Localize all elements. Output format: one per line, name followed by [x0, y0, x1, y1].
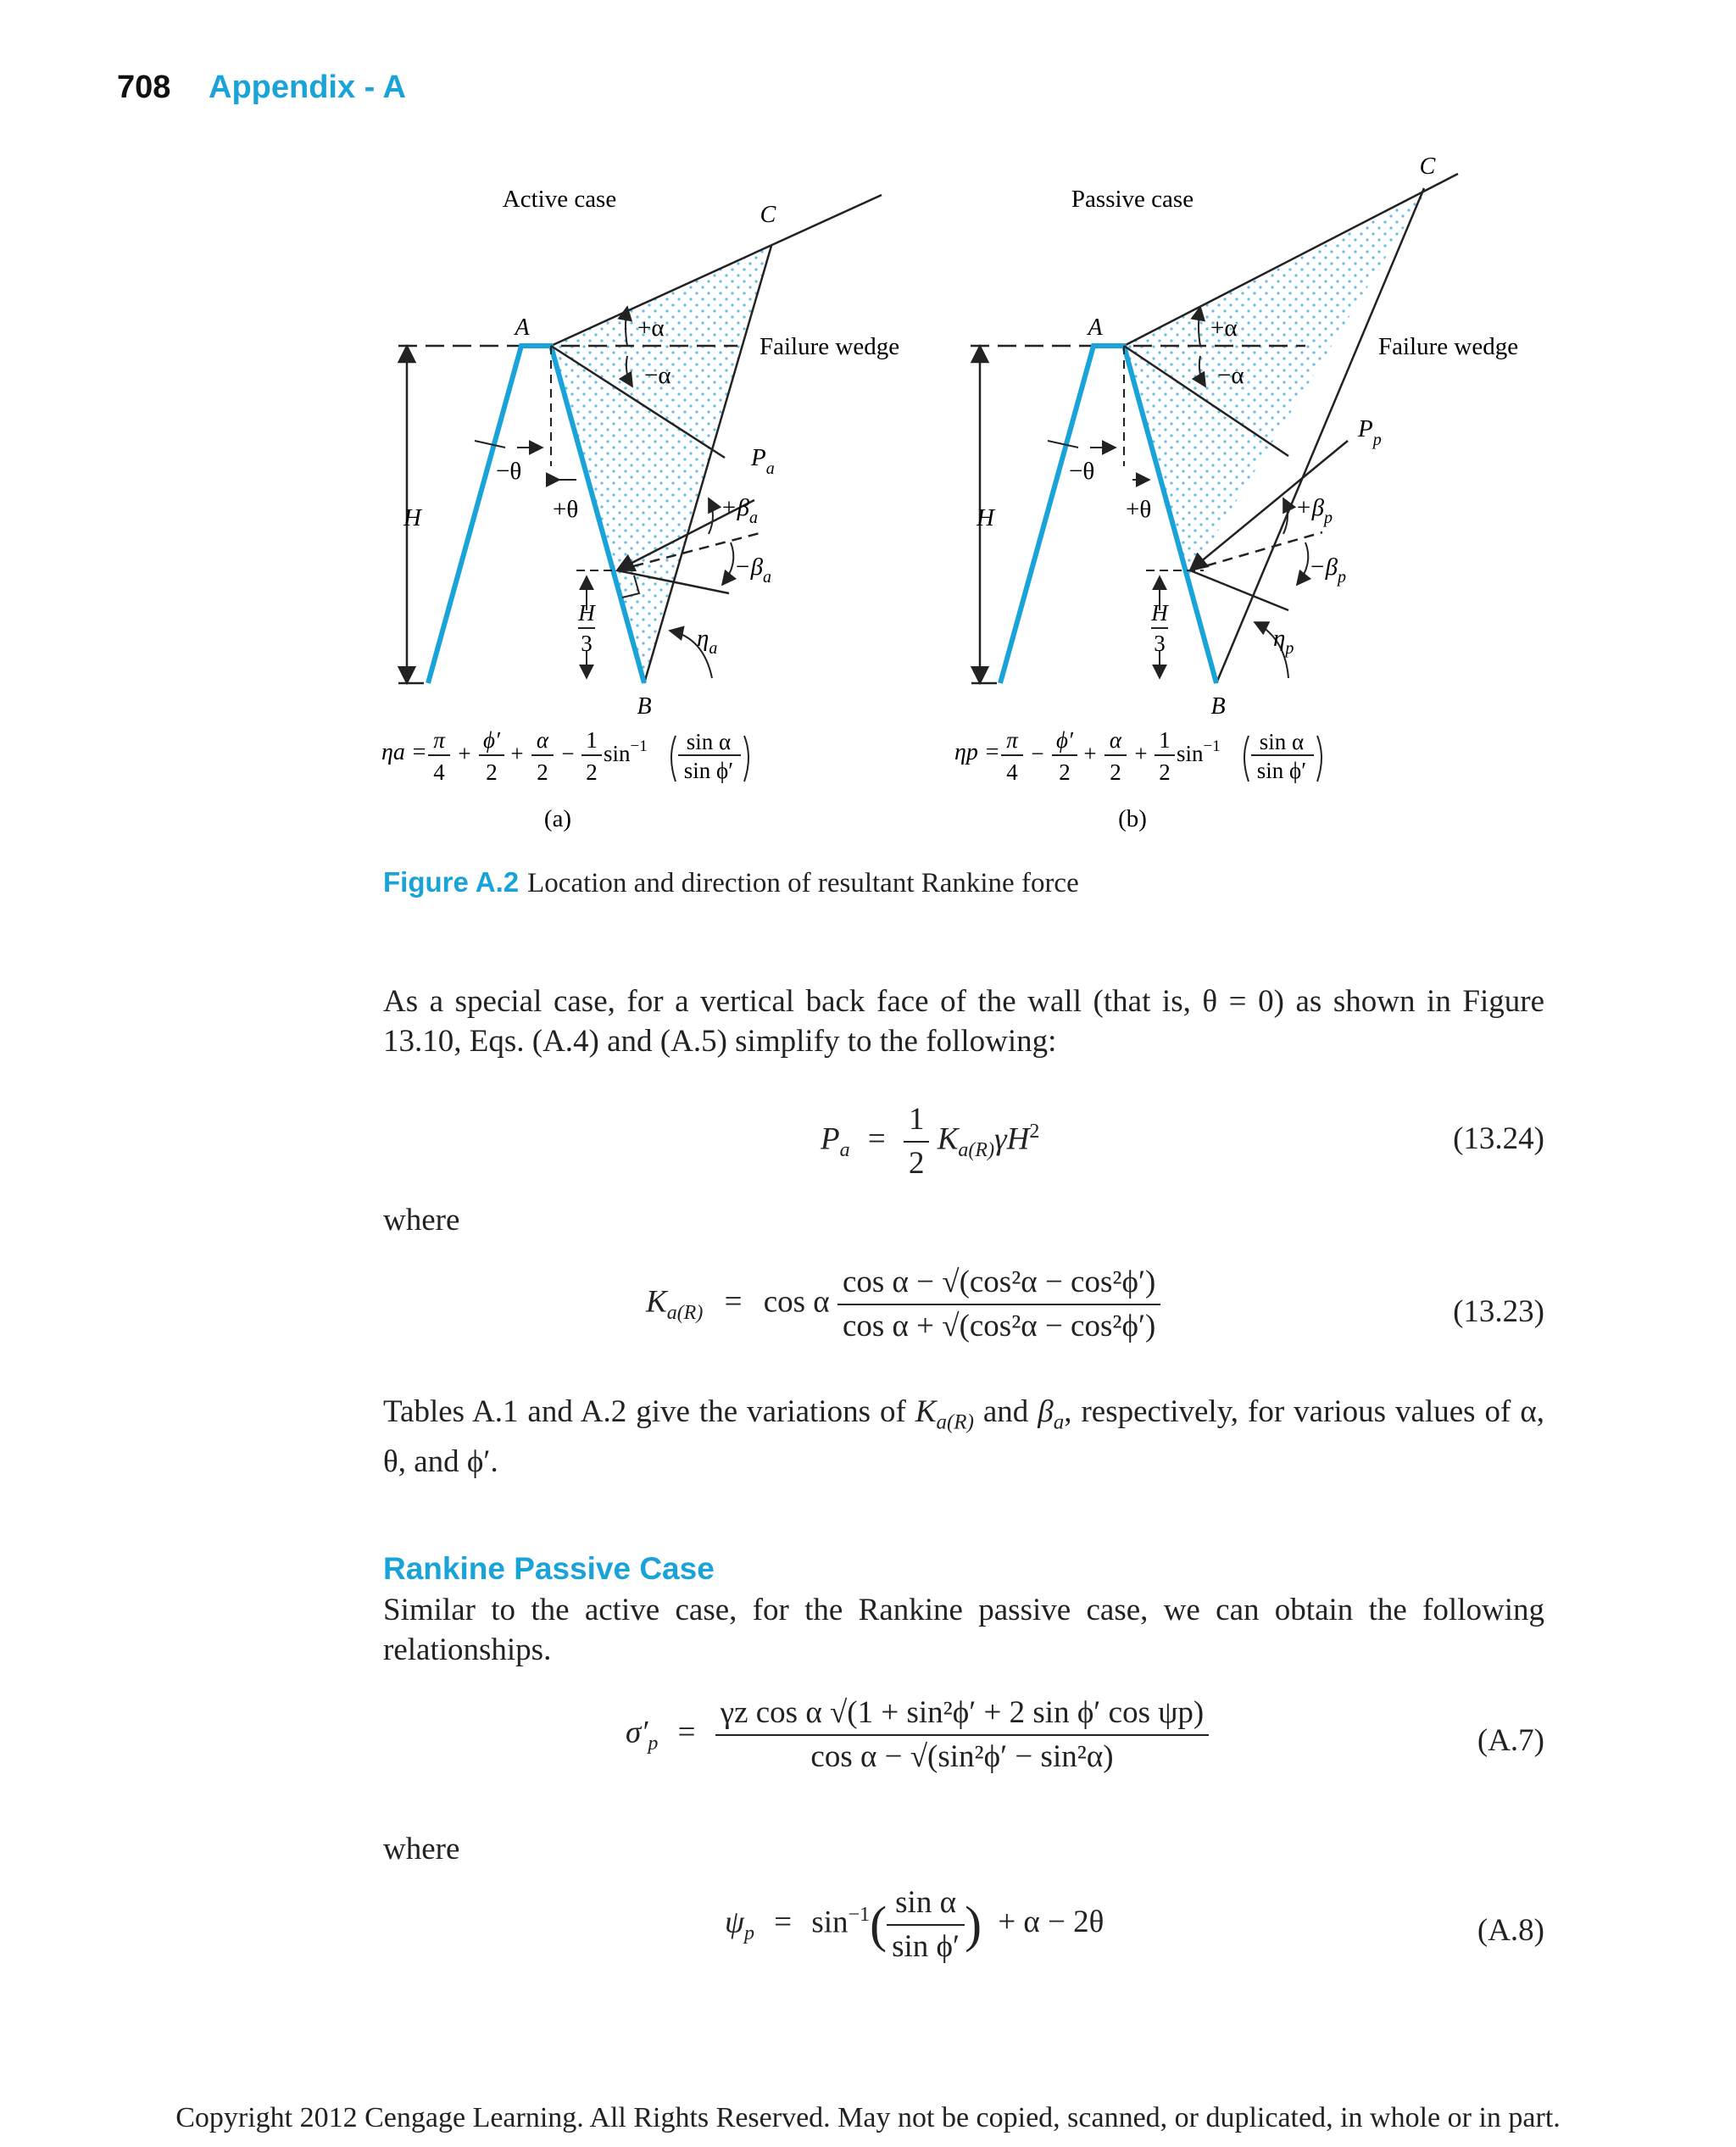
svg-text:sin−1: $\sin^{-1}$ [604, 737, 648, 766]
section-heading: Rankine Passive Case [383, 1551, 715, 1586]
svg-text:sin ϕ′: sin ϕ′ [1256, 758, 1307, 783]
svg-text:sin−1: $\sin^{-1}$ [1177, 737, 1221, 766]
running-title: Appendix - A [209, 70, 406, 105]
active-plus-beta: $+\beta_a$ [721, 494, 759, 527]
passive-eta-label: $\eta_p$ [1273, 625, 1294, 658]
svg-text:α: α [1109, 727, 1122, 753]
active-title: Active case [502, 186, 617, 213]
passive-minus-theta: −θ [1069, 458, 1095, 485]
equation-a7: $\sigma'_p$ = $\frac{\text{γz cos α √(1 + sin²ϕ′ + 2 sin ϕ′ cos ψp)}}{\text{cos α − √(sin²ϕ′ − sin²α)}}$ [626, 1692, 1209, 1778]
copyright-footer: Copyright 2012 Cengage Learning. All Rights Reserved. May not be copied, scanned, or duplicated, in whole or in part. [175, 2102, 1561, 2133]
where-label-1: where [383, 1203, 460, 1238]
passive-point-c: C [1419, 153, 1436, 180]
svg-text:2: 2 [1059, 759, 1071, 785]
active-failure-wedge-label: Failure wedge [760, 333, 900, 360]
svg-text:ηp =: ηp = [954, 739, 1000, 765]
active-minus-alpha: −α [644, 362, 671, 389]
svg-text:sin α: sin α [1259, 729, 1305, 754]
active-eta-label: $\eta_a$ [697, 625, 718, 658]
active-minus-beta: $-\beta_a$ [734, 553, 772, 587]
svg-text:ηa =: ηa = [381, 739, 427, 765]
passive-h3-den: 3 [1154, 631, 1166, 656]
svg-text:4: 4 [1006, 759, 1018, 785]
svg-text:+: + [1083, 741, 1097, 766]
paragraph-passive: Similar to the active case, for the Rankine passive case, we can obtain the following relationships. [383, 1593, 1544, 1667]
passive-point-a: A [1088, 314, 1103, 341]
passive-title: Passive case [1071, 186, 1194, 213]
svg-text:4: 4 [433, 759, 445, 785]
svg-text:1: 1 [586, 727, 598, 753]
passive-sublabel: (b) [1118, 805, 1147, 832]
svg-text:α: α [536, 727, 549, 753]
svg-text:ϕ′: ϕ′ [1056, 727, 1073, 753]
paragraph-tables: Tables A.1 and A.2 give the variations of $K_{a(R)}$ and $\beta_a$, respectively, for various values of α, θ, and ϕ′. [383, 1394, 1544, 1480]
svg-text:π: π [433, 727, 445, 753]
passive-failure-wedge-label: Failure wedge [1378, 333, 1519, 360]
passive-plus-theta: +θ [1126, 496, 1152, 523]
passive-point-b: B [1210, 693, 1226, 720]
panel-active [381, 186, 899, 832]
active-sublabel: (a) [543, 805, 572, 832]
svg-text:2: 2 [486, 759, 498, 785]
svg-text:2: 2 [1110, 759, 1121, 785]
where-label-2: where [383, 1832, 460, 1866]
svg-text:2: 2 [586, 759, 598, 785]
panel-passive [954, 153, 1518, 832]
paragraph-special-case: As a special case, for a vertical back face of the wall (that is, θ = 0) as shown in Figure 13.10, Eqs. (A.4) and (A.5) simplify to the following: [383, 984, 1544, 1059]
equation-a8: $\psi_p = \sin^{-1}$( $\frac{\text{sin α}}{\text{sin ϕ′}}$ ) + α − 2θ [725, 1882, 1104, 1968]
active-point-c: C [760, 202, 776, 228]
passive-minus-alpha: −α [1217, 362, 1244, 389]
active-minus-theta: −θ [496, 458, 522, 485]
figure-caption-label: Figure A.2 [383, 866, 520, 898]
page-number: 708 [117, 70, 171, 105]
svg-text:1: 1 [1159, 727, 1171, 753]
passive-h3-num: H [1151, 600, 1168, 626]
active-force-label: $P_a$ [751, 444, 775, 478]
figure-caption-text: Location and direction of resultant Rankine force [527, 868, 1079, 898]
svg-text:sin α: sin α [686, 729, 732, 754]
passive-force-label: $P_p$ [1358, 415, 1382, 449]
passive-plus-beta: $+\beta_p$ [1295, 494, 1333, 527]
svg-text:+: + [458, 741, 471, 766]
active-h3-num: H [578, 600, 595, 626]
active-point-a: A [515, 314, 530, 341]
equation-13-24: $P_a$ = $\frac{1}{2}$ $K_{a(R)}\gamma H^2$ [821, 1099, 1039, 1185]
equation-number-a8: (A.8) [1477, 1913, 1544, 1948]
svg-text:−: − [561, 741, 575, 766]
active-plus-alpha: +α [637, 314, 665, 342]
equation-number-13-23: (13.23) [1453, 1294, 1544, 1329]
active-plus-theta: +θ [553, 496, 579, 523]
svg-text:sin ϕ′: sin ϕ′ [683, 758, 734, 783]
active-h3-den: 3 [581, 631, 593, 656]
svg-text:−: − [1031, 741, 1044, 766]
passive-eta-formula [954, 727, 1321, 785]
equation-13-23: $K_{a(R)} = \cos \alpha$ $\frac{\text{cos α − √(cos²α − cos²ϕ′)}}{\text{cos α + √(cos²α − cos²ϕ′)}}$ [646, 1261, 1160, 1348]
equation-number-a7: (A.7) [1477, 1723, 1544, 1758]
svg-text:+: + [510, 741, 524, 766]
svg-text:ϕ′: ϕ′ [483, 727, 500, 753]
svg-text:2: 2 [537, 759, 548, 785]
passive-plus-alpha: +α [1210, 314, 1238, 342]
active-point-b: B [637, 693, 652, 720]
svg-text:π: π [1006, 727, 1018, 753]
figure-a2 [0, 0, 1736, 898]
svg-text:2: 2 [1159, 759, 1171, 785]
passive-minus-beta: $-\beta_p$ [1309, 553, 1347, 587]
passive-height-label: H [976, 504, 994, 531]
active-eta-formula [381, 727, 748, 785]
equation-number-13-24: (13.24) [1453, 1121, 1544, 1156]
active-height-label: H [403, 504, 421, 531]
figure-caption [383, 866, 1079, 899]
svg-text:+: + [1134, 741, 1148, 766]
